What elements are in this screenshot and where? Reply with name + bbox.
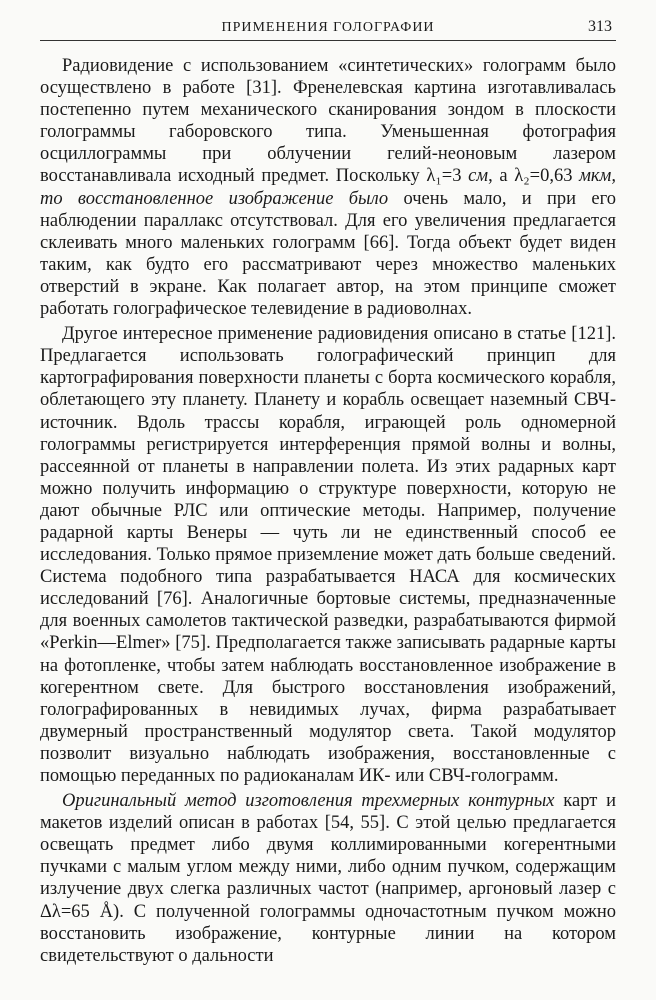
paragraph-radiovision-synthetic — [40, 55, 616, 320]
paragraph-planet-mapping — [40, 323, 616, 787]
text-run: Другое интересное применение радиовидения описано в статье [121]. Предлагается использовать голографический принцип для картографирования поверхности планеты с борта космического корабля, облетающего эту планету. Планету и корабль освещает наземный СВЧ-источник. Вдоль трассы корабля, играющей роль одномерной голограммы регистрируется интерференция прямой волны и волны, рассеянной от планеты в направлении полета. Из этих радарных карт можно получить информацию о структуре поверхности, которую не дают обычные РЛС или оптические методы. Например, получение радарной карты Венеры — чуть ли не единственный способ ее исследования. Только прямое приземление может дать больше сведений. Система подобного типа разрабатывается НАСА для космических исследований [76]. Аналогичные бортовые системы, предназначенные для военных самолетов тактической разведки, разрабатываются фирмой «Perkin—Elmer» [75]. Предполагается также записывать радарные карты на фотопленке, чтобы затем наблюдать восстановленное изображение в когерентном свете. Для быстрого восстановления изображений, голографированных в невидимых лучах, фирма разрабатывает двумерный пространственный модулятор света. Такой модулятор позволит визуально наблюдать изображения, восстановленные с помощью переданных по радиоканалам ИК- или СВЧ-голограмм. — [40, 324, 616, 786]
text-run: карт и макетов изделий описан в работах [54, 55]. С этой целью предлагается освещать предмет либо двумя коллимированными когерентными пучками с малым углом между ними, либо одним пучком, содержащим излучение двух слегка различных частот (например, аргоновый лазер с Δλ=65 Å). С полученной голограммы одночастотным пучком можно восстановить изображение, контурные линии на котором свидетельствуют о дальности — [40, 791, 616, 966]
page-body — [40, 55, 616, 967]
page-number: 313 — [588, 18, 612, 35]
text-run: очень мало, и при его наблюдении параллакс отсутствовал. Для его увеличения предлагается склеивать много маленьких голограмм [66]. Тогда объект будет виден таким, как будто его рассматривают через множество маленьких отверстий в экране. Как полагает автор, на этом принципе сможет работать голографическое телевидение в радиоволнах. — [40, 188, 616, 320]
italic-text-run: см — [468, 166, 489, 187]
running-head: ПРИМЕНЕНИЯ ГОЛОГРАФИИ — [221, 20, 435, 35]
paragraph-contour-maps — [40, 790, 616, 967]
text-run: , а λ₂=0,63 — [488, 166, 580, 187]
italic-text-run: мкм, то восстановленное изображение было — [40, 166, 616, 209]
italic-text-run: Оригинальный метод изготовления трехмерных контурных — [62, 791, 555, 812]
page-header — [40, 18, 616, 41]
text-run: Радиовидение с использованием «синтетических» голограмм было осуществлено в работе [31]. Френелевская картина изготавливалась постепенно путем механического сканирования зондом в плоскости голограммы габоровского типа. Уменьшенная фотография осциллограммы при облучении гелий-неоновым лазером восстанавливала исходный предмет. Поскольку λ₁=3 — [40, 56, 616, 187]
